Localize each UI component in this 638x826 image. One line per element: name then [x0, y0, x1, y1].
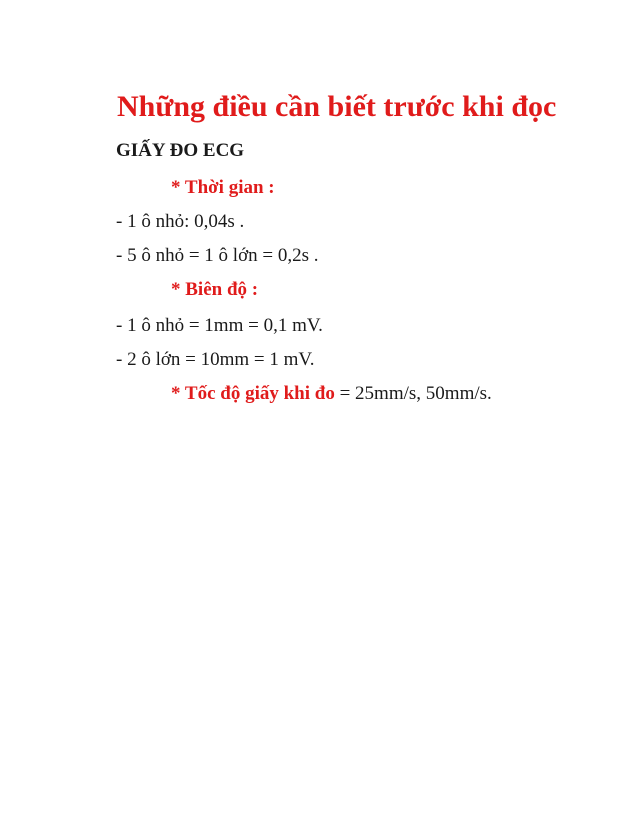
- page-title: Những điều cần biết trước khi đọc: [117, 90, 557, 123]
- amplitude-line-small-box: - 1 ô nhỏ = 1mm = 0,1 mV.: [116, 315, 323, 336]
- paper-speed-heading: * Tốc độ giấy khi đo: [171, 383, 335, 404]
- time-line-small-box: - 1 ô nhỏ: 0,04s .: [116, 211, 245, 232]
- section-heading-time: * Thời gian :: [171, 177, 275, 198]
- section-paper-speed: [171, 383, 492, 405]
- page-subtitle: GIẤY ĐO ECG: [116, 140, 245, 161]
- section-heading-amplitude: * Biên độ :: [171, 279, 259, 300]
- time-line-large-box: - 5 ô nhỏ = 1 ô lớn = 0,2s .: [116, 245, 319, 266]
- paper-speed-value: = 25mm/s, 50mm/s.: [334, 383, 492, 404]
- amplitude-line-large-box: - 2 ô lớn = 10mm = 1 mV.: [116, 349, 315, 370]
